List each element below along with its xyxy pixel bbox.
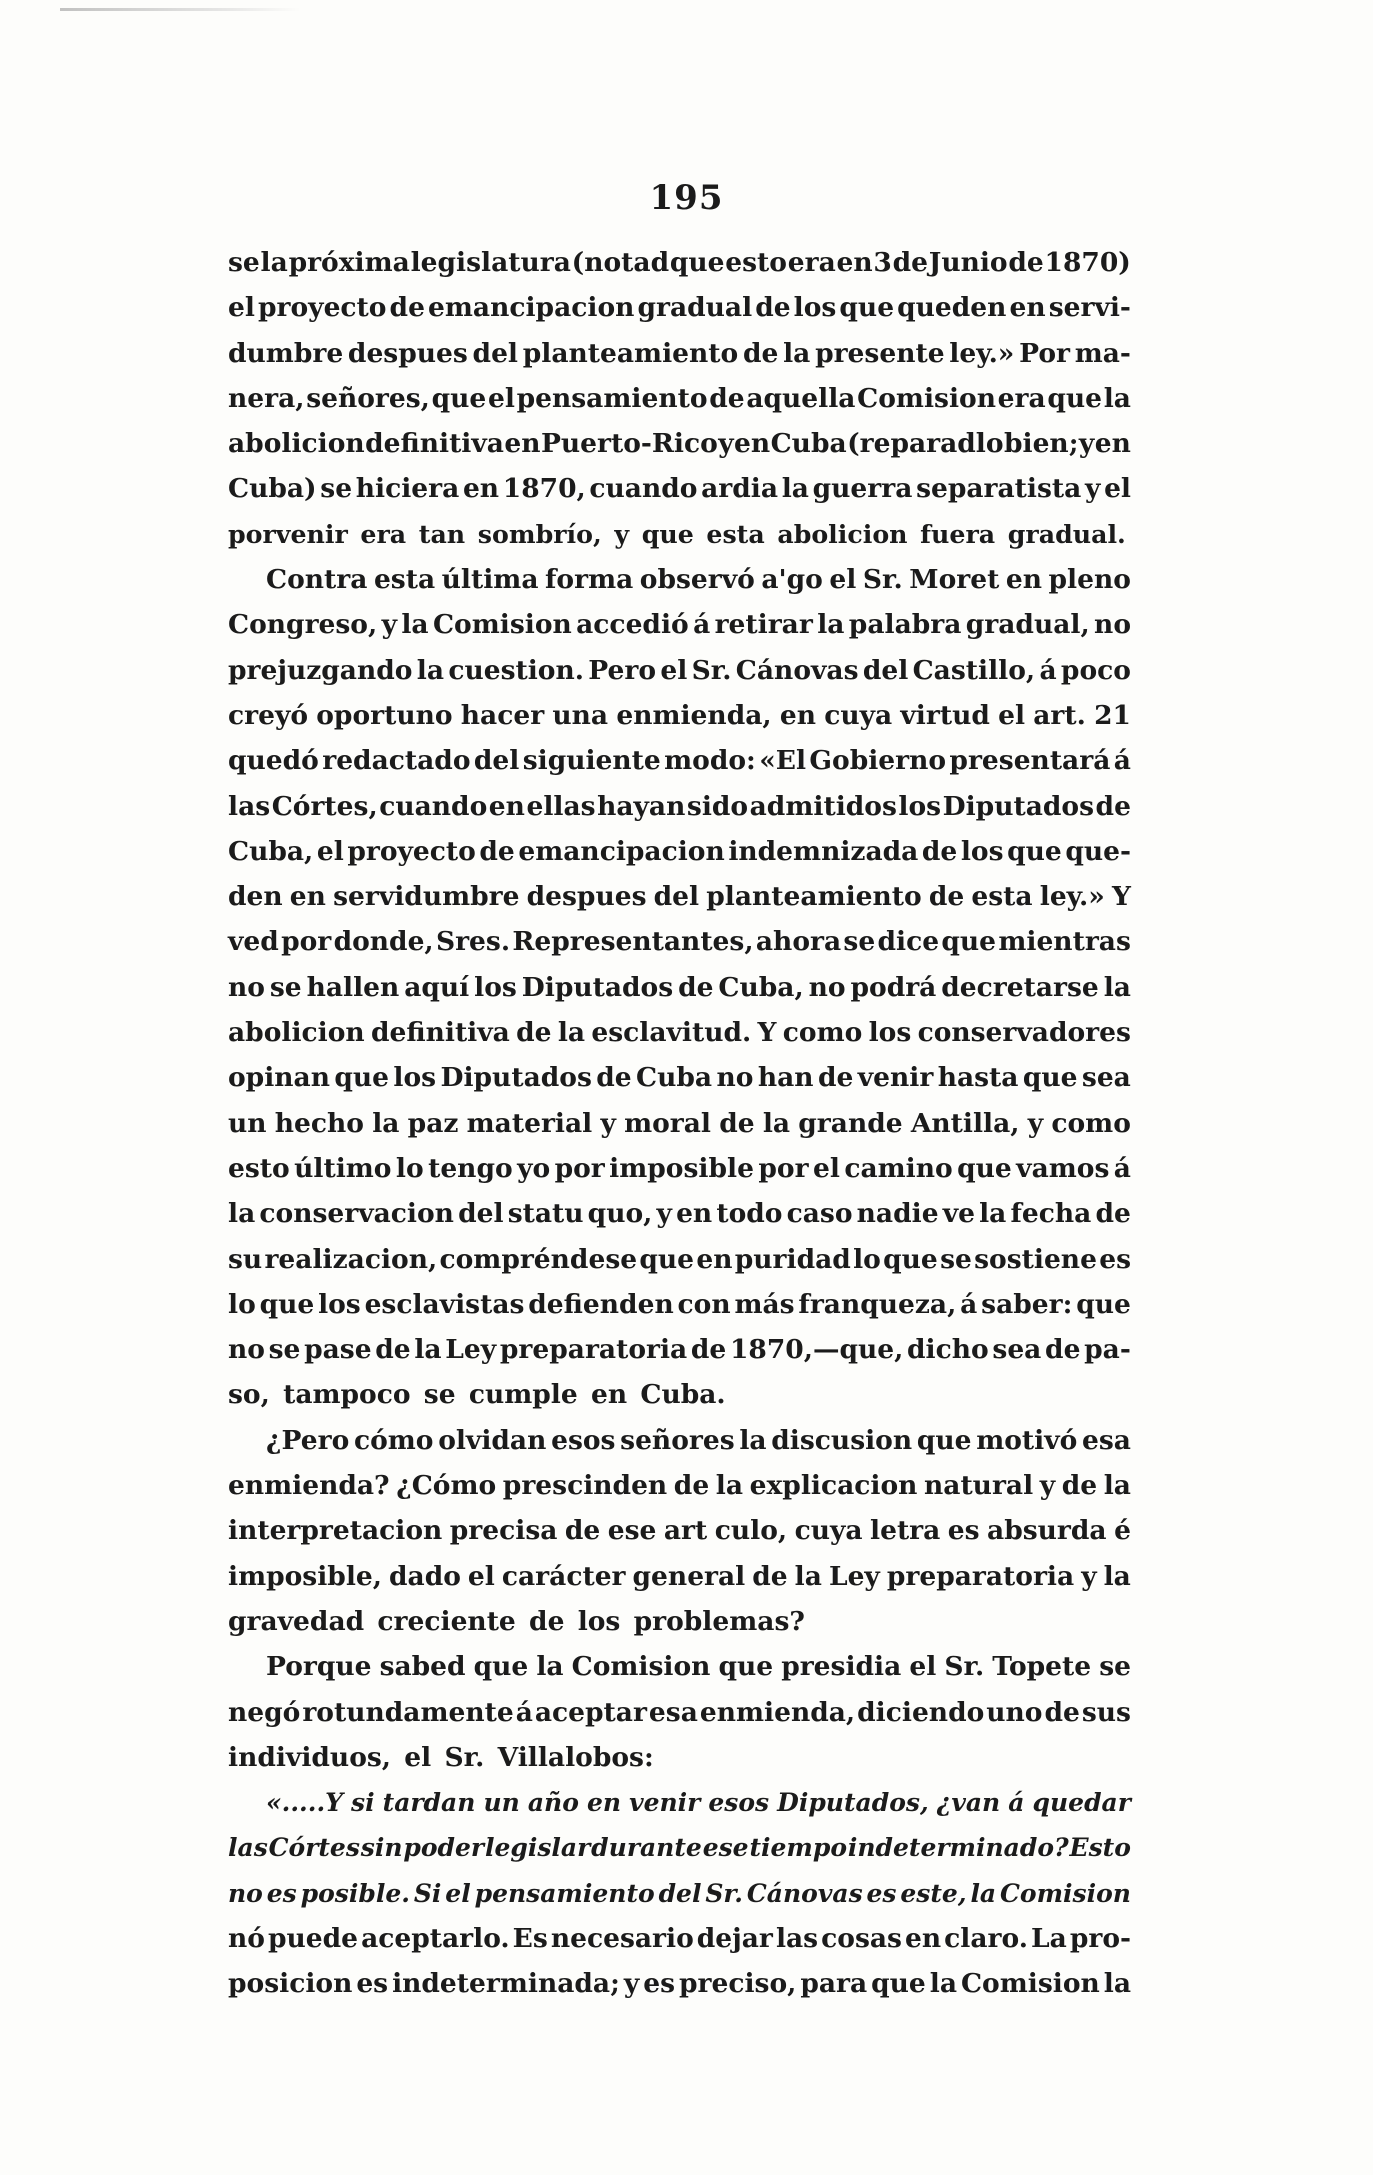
- body-text: [228, 240, 1131, 2007]
- text-line: ved por donde, Sres. Representantes, ahora se dice que mientras: [228, 926, 1131, 958]
- text-line: imposible, dado el carácter general de la Ley preparatoria y la: [228, 1560, 1131, 1592]
- text-line: abolicion definitiva en Puerto-Rico y en Cuba (reparadlo bien; y en: [228, 428, 1131, 460]
- text-line: esto último lo tengo yo por imposible por el camino que vamos á: [228, 1152, 1131, 1184]
- text-line: posicion es indeterminada; y es preciso, para que la Comision la: [228, 1968, 1131, 2000]
- text-line: enmienda? ¿Cómo prescinden de la explicacion natural y de la: [228, 1470, 1131, 1502]
- text-line: interpretacion precisa de ese art culo, cuya letra es absurda é: [228, 1515, 1131, 1547]
- text-line: el proyecto de emancipacion gradual de los que queden en servi-: [228, 292, 1131, 324]
- text-line: Contra esta última forma observó a'go el Sr. Moret en pleno: [266, 564, 1131, 596]
- text-line: abolicion definitiva de la esclavitud. Y como los conservadores: [228, 1017, 1131, 1049]
- text-line: ¿Pero cómo olvidan esos señores la discusion que motivó esa: [266, 1424, 1131, 1456]
- text-line: no se hallen aquí los Diputados de Cuba, no podrá decretarse la: [228, 971, 1131, 1003]
- text-line: Cuba) se hiciera en 1870, cuando ardia la guerra separatista y el: [228, 473, 1131, 505]
- text-line: opinan que los Diputados de Cuba no han de venir hasta que sea: [228, 1062, 1131, 1094]
- text-line: prejuzgando la cuestion. Pero el Sr. Cánovas del Castillo, á poco: [228, 654, 1131, 686]
- text-line: negó rotundamente á aceptar esa enmienda, diciendo uno de sus: [228, 1696, 1131, 1728]
- scan-artifact: [60, 8, 300, 11]
- text-line: lo que los esclavistas defienden con más franqueza, á saber: que: [228, 1288, 1131, 1320]
- text-line: Congreso, y la Comision accedió á retirar la palabra gradual, no: [228, 609, 1131, 641]
- text-line: creyó oportuno hacer una enmienda, en cuya virtud el art. 21: [228, 699, 1131, 731]
- text-line: so, tampoco se cumple en Cuba.: [228, 1379, 726, 1411]
- page-number: 195: [649, 178, 724, 218]
- text-line: un hecho la paz material y moral de la grande Antilla, y como: [228, 1107, 1131, 1139]
- text-line: las Córtes, cuando en ellas hayan sido admitidos los Diputados de: [228, 790, 1131, 822]
- text-line: su realizacion, compréndese que en puridad lo que se sostiene es: [228, 1243, 1131, 1275]
- text-line: gravedad creciente de los problemas?: [228, 1605, 805, 1637]
- text-line: Cuba, el proyecto de emancipacion indemnizada de los que que-: [228, 835, 1131, 867]
- text-line: se la próxima legislatura (notad que esto era en 3 de Junio de 1870): [228, 247, 1131, 278]
- text-line: las Córtes sin poder legislar durante ese tiempo indeterminado? Esto: [228, 1833, 1131, 1863]
- text-line: la conservacion del statu quo, y en todo caso nadie ve la fecha de: [228, 1198, 1131, 1230]
- text-line: no es posible. Si el pensamiento del Sr. Cánovas es este, la Comision: [228, 1878, 1131, 1908]
- text-line: den en servidumbre despues del planteamiento de esta ley.» Y: [228, 881, 1131, 913]
- text-line: nó puede aceptarlo. Es necesario dejar las cosas en claro. La pro-: [228, 1922, 1131, 1954]
- text-line: no se pase de la Ley preparatoria de 1870,—que, dicho sea de pa-: [228, 1334, 1131, 1366]
- text-line: nera, señores, que el pensamiento de aquella Comision era que la: [228, 382, 1131, 414]
- text-line: individuos, el Sr. Villalobos:: [228, 1741, 654, 1773]
- text-line: dumbre despues del planteamiento de la presente ley.» Por ma-: [228, 337, 1131, 369]
- text-line: «.....Y si tardan un año en venir esos Diputados, ¿van á quedar: [266, 1788, 1131, 1818]
- text-line: porvenir era tan sombrío, y que esta abolicion fuera gradual.: [228, 518, 1126, 549]
- text-line: Porque sabed que la Comision que presidia el Sr. Topete se: [266, 1651, 1131, 1683]
- text-line: quedó redactado del siguiente modo: «El Gobierno presentará á: [228, 745, 1131, 777]
